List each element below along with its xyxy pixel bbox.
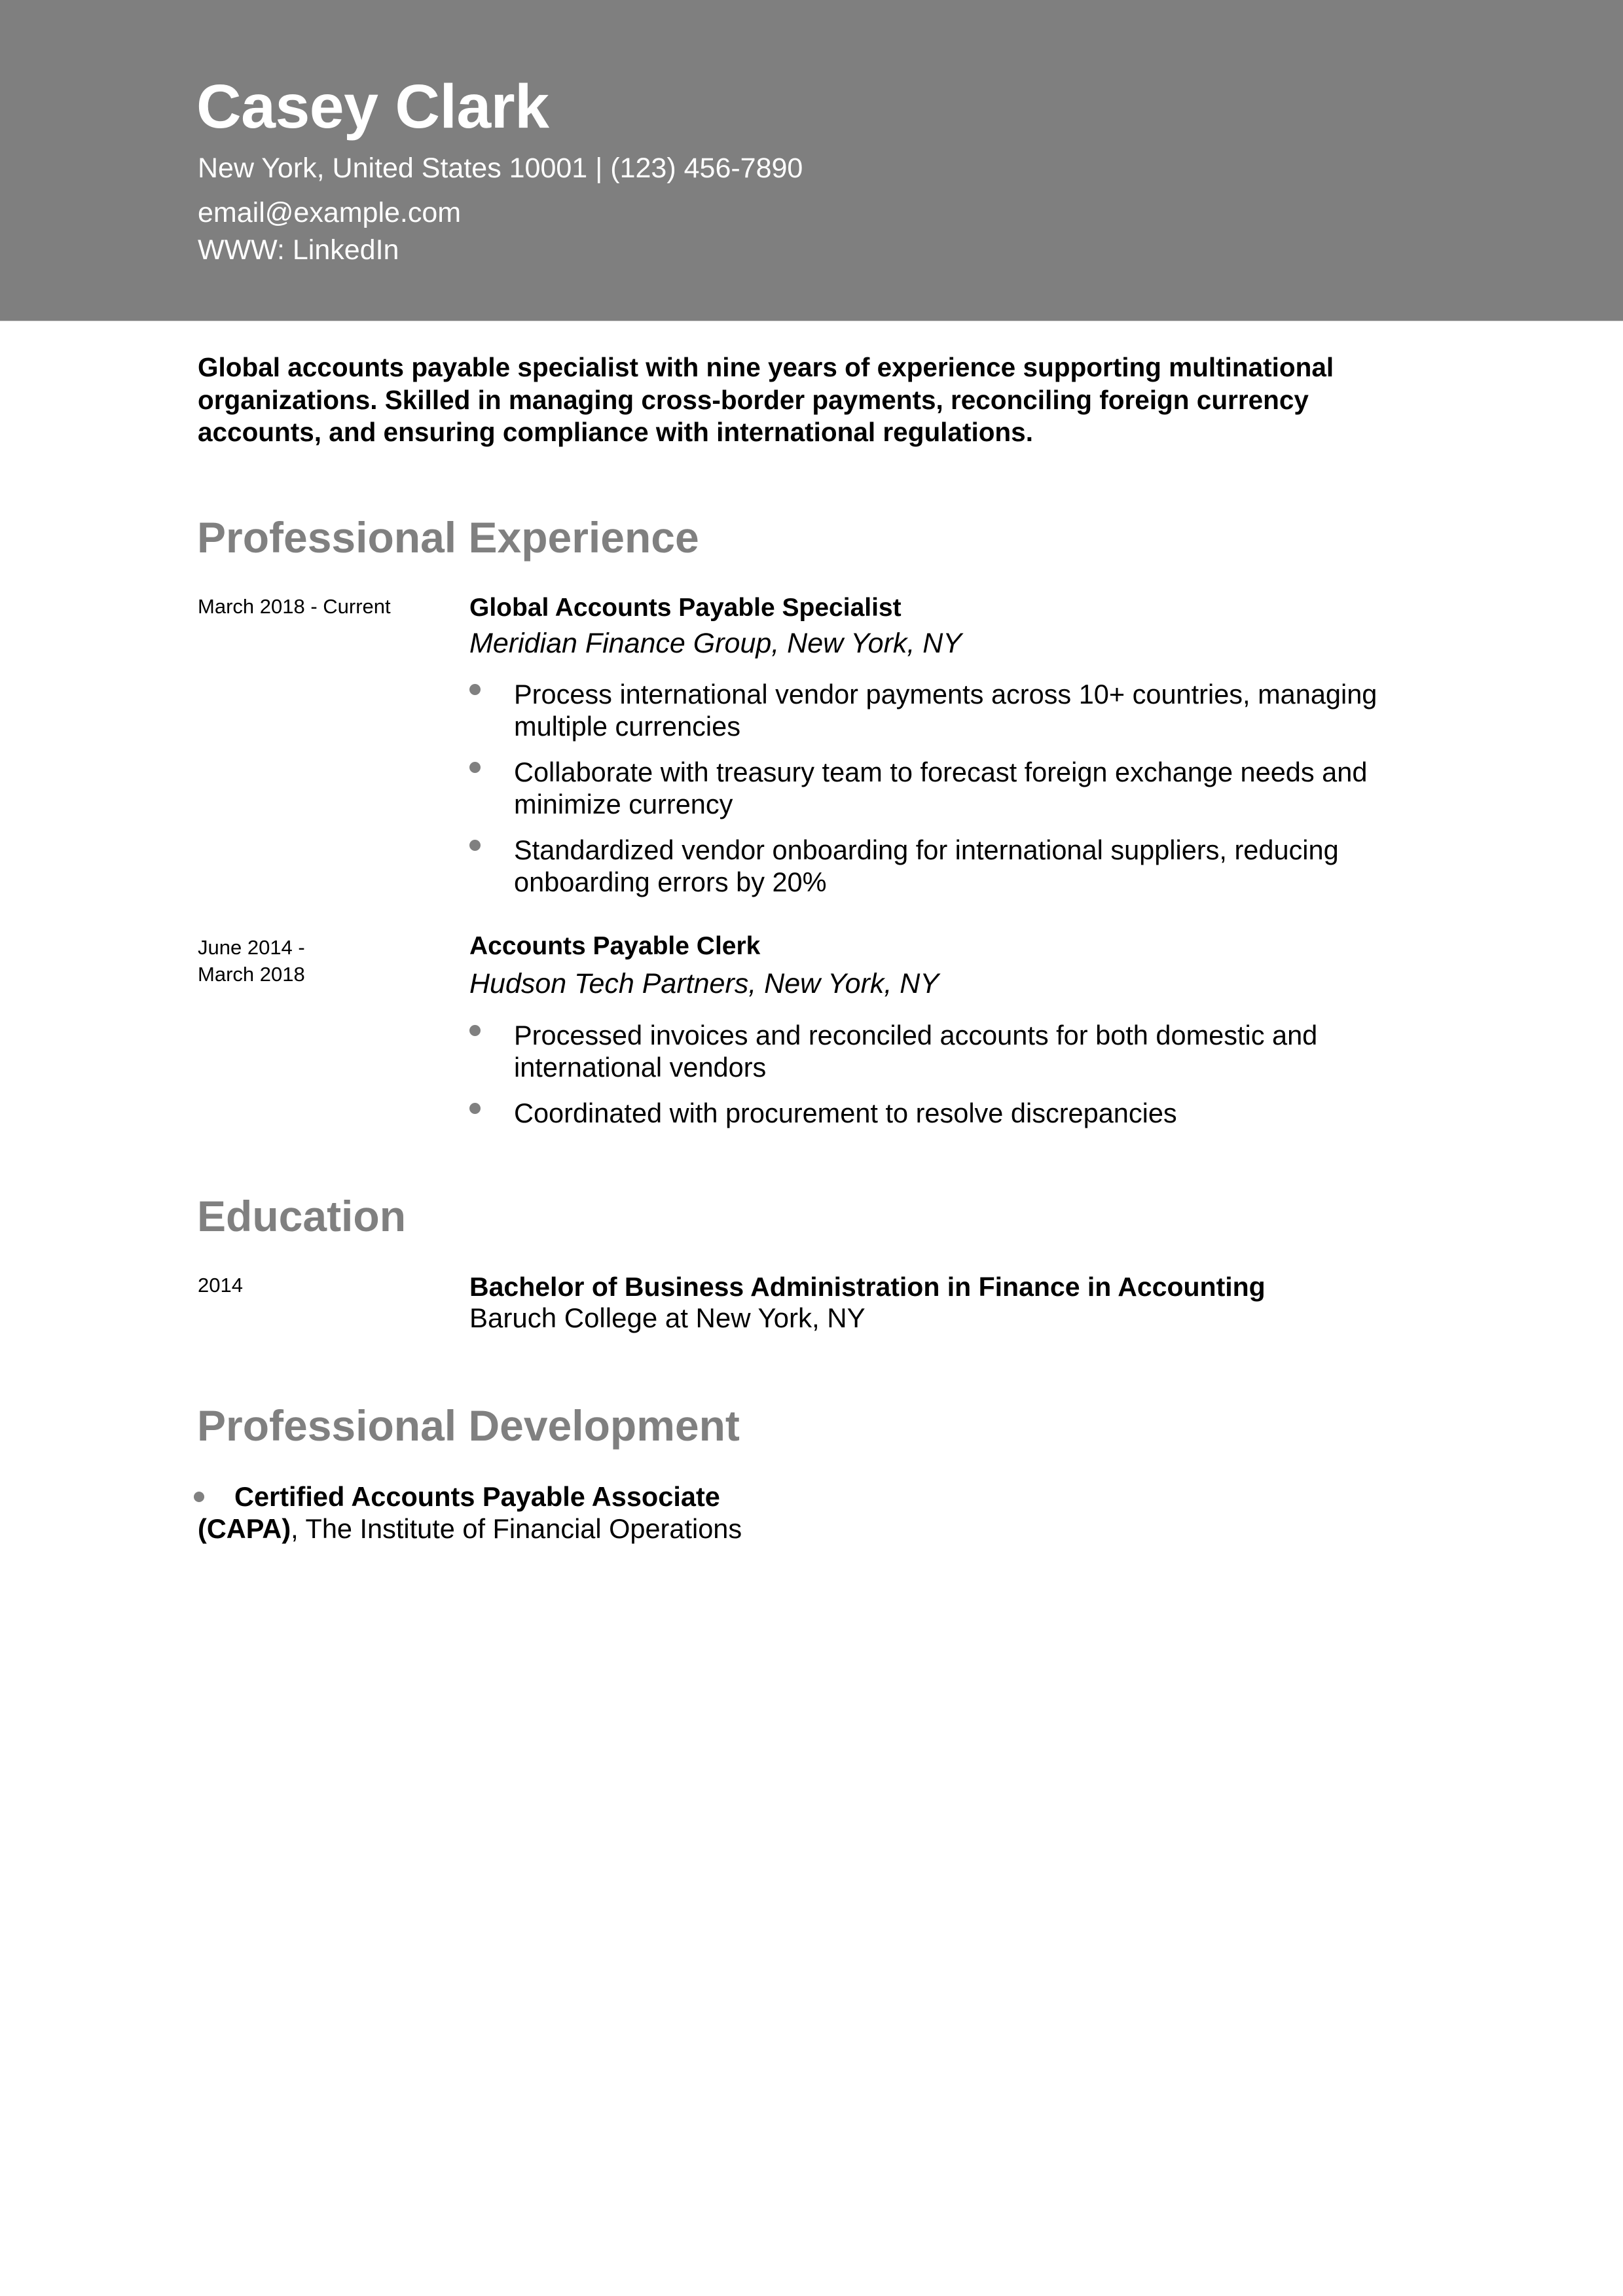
bullet-icon xyxy=(469,1103,481,1114)
resume-header xyxy=(0,0,1623,321)
website-link[interactable]: WWW: LinkedIn xyxy=(198,234,399,266)
education-school: Baruch College at New York, NY xyxy=(469,1302,866,1333)
professional-summary: Global accounts payable specialist with nine years of experience supporting multinational organizations. Skilled in managing cross-border payments, reconciling foreign currency accounts, and ensuring compliance with international regulations. xyxy=(198,352,1334,447)
job-company: Hudson Tech Partners, New York, NY xyxy=(469,968,939,999)
job-dates: June 2014 - March 2018 xyxy=(198,936,305,986)
bullet-icon xyxy=(469,1025,481,1036)
job-title: Accounts Payable Clerk xyxy=(469,932,761,960)
certification-issuer: , The Institute of Financial Operations xyxy=(291,1513,742,1544)
bullet-text: Processed invoices and reconciled accounts for both domestic and international vendors xyxy=(514,1020,1318,1083)
section-heading-development: Professional Development xyxy=(197,1401,740,1450)
list-item xyxy=(469,1020,1399,1083)
job-bullets xyxy=(469,1020,1399,1144)
candidate-name: Casey Clark xyxy=(196,72,549,141)
certification-name: Certified Accounts Payable Associate (CAPA) xyxy=(198,1481,720,1544)
bullet-text: Coordinated with procurement to resolve discrepancies xyxy=(514,1098,1177,1128)
email-link[interactable]: email@example.com xyxy=(198,197,462,228)
bullet-icon xyxy=(194,1492,204,1502)
job-title: Global Accounts Payable Specialist xyxy=(469,594,902,622)
section-heading-experience: Professional Experience xyxy=(197,513,699,562)
section-heading-education: Education xyxy=(197,1192,407,1240)
bullet-text: Process international vendor payments across 10+ countries, managing multiple currencies xyxy=(514,679,1377,742)
list-item xyxy=(469,1098,1399,1130)
education-year: 2014 xyxy=(198,1274,243,1297)
education-degree: Bachelor of Business Administration in Finance in Accounting xyxy=(469,1272,1266,1302)
list-item xyxy=(469,679,1399,742)
bullet-icon xyxy=(469,762,481,773)
job-dates: March 2018 - Current xyxy=(198,595,391,618)
job-company: Meridian Finance Group, New York, NY xyxy=(469,628,962,659)
list-item xyxy=(469,757,1399,820)
bullet-icon xyxy=(469,684,481,695)
list-item xyxy=(469,834,1399,898)
job-bullets xyxy=(469,679,1399,912)
location-phone: New York, United States 10001 | (123) 456-7890 xyxy=(198,152,803,184)
bullet-icon xyxy=(469,840,481,851)
bullet-text: Standardized vendor onboarding for international suppliers, reducing onboarding errors by 20% xyxy=(514,834,1339,897)
bullet-text: Collaborate with treasury team to forecast foreign exchange needs and minimize currency xyxy=(514,757,1368,819)
certification-item xyxy=(198,1481,787,1545)
